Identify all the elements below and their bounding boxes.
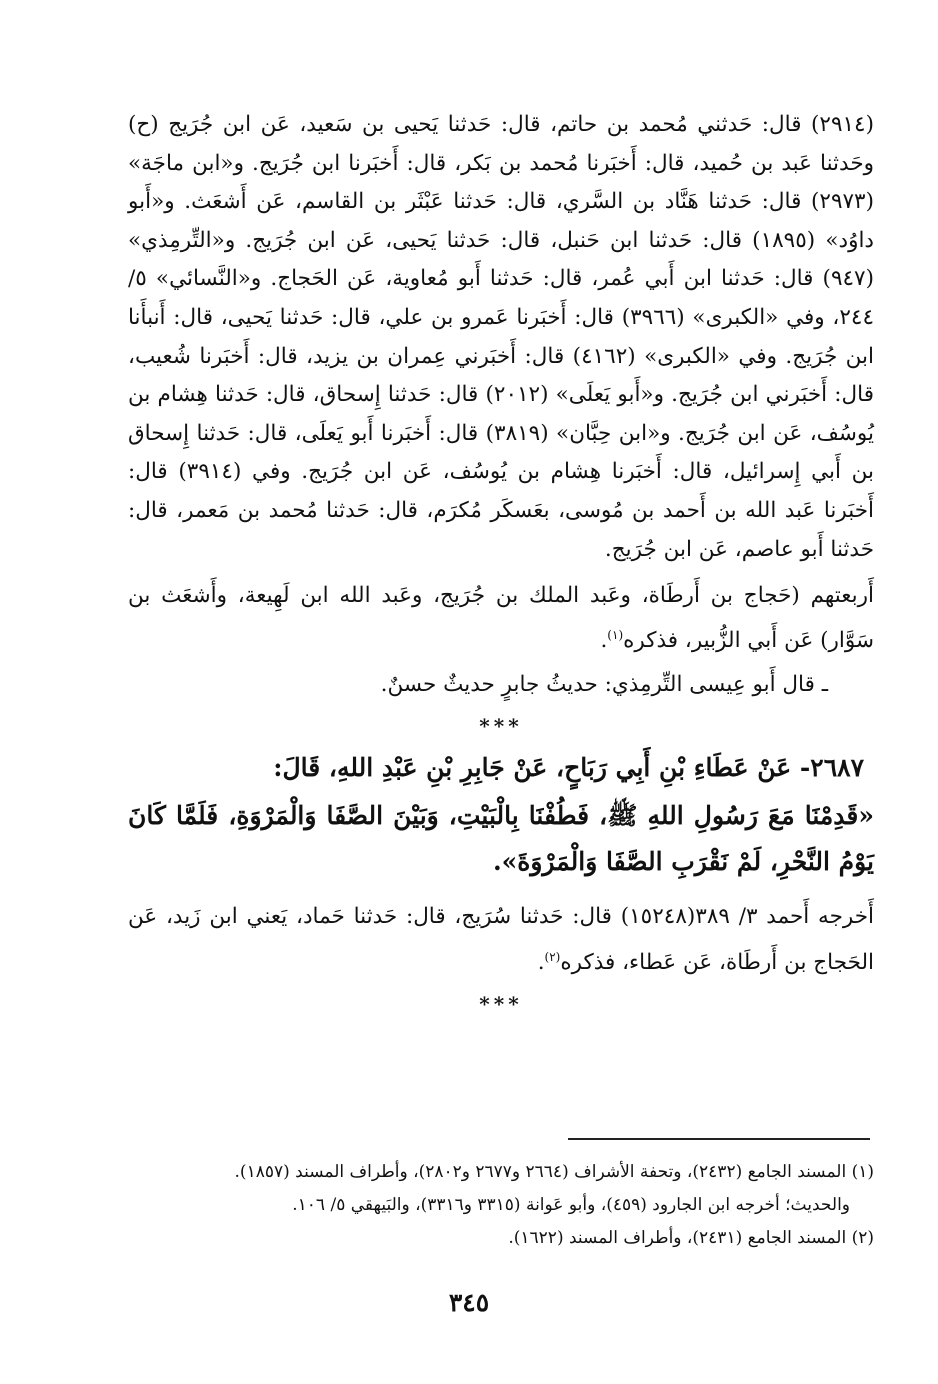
takhrij-end: . bbox=[537, 950, 545, 976]
footnote-2: (٢) المسند الجامع (٢٤٣١)، وأطراف المسند (١٦٢٢). bbox=[508, 1228, 874, 1248]
footnote-1-continuation: والحديث؛ أخرجه ابن الجارود (٤٥٩)، وأبو عَوانة (٣٣١٥ و٣٣١٦)، والبَيهقي ٥/ ١٠٦. bbox=[292, 1195, 850, 1215]
footnotes bbox=[128, 1156, 874, 1255]
hadith-heading: ٢٦٨٧- عَنْ عَطَاءِ بْنِ أَبِي رَبَاحٍ، عَنْ جَابِرِ بْنِ عَبْدِ اللهِ، قَالَ: bbox=[273, 753, 864, 783]
footnote-ref-2[interactable]: (٢) bbox=[544, 950, 561, 965]
tirmidhi-saying: ـ قال أَبو عِيسى التِّرمِذي: حديثُ جابرٍ حديثٌ حسنٌ. bbox=[380, 672, 828, 698]
takhrij-text: أَخرجه أَحمد ٣/ ٣٨٩(١٥٢٤٨) قال: حَدثنا سُرَيج، قال: حَدثنا حَماد، يَعني ابن زَيد، عَن الحَجاج بن أَرطَاة، عَن عَطاء، فذكره bbox=[128, 904, 875, 976]
footnote-ref-1[interactable]: (١) bbox=[607, 627, 624, 642]
footnote-divider bbox=[568, 1138, 870, 1140]
hadith-text: «قَدِمْنَا مَعَ رَسُولِ اللهِ ﷺ، فَطُفْنَا بِالْبَيْتِ، وَبَيْنَ الصَّفَا وَالْمَرْوَةِ، فَلَمَّا كَانَ يَوْمُ النَّحْرِ، لَمْ نَقْرَبِ الصَّفَا وَالْمَرْوَةَ». bbox=[128, 801, 874, 877]
sources-paragraph: (٢٩١٤) قال: حَدثني مُحمد بن حاتم، قال: حَدثنا يَحيى بن سَعيد، عَن ابن جُرَيج (ح) وحَدثنا عَبد بن حُميد، قال: أَخبَرنا مُحمد بن بَكر، قال: أَخبَرنا ابن جُرَيج. و«ابن ماجَة» (٢٩٧٣) قال: حَدثنا هَنَّاد بن السَّري، قال: حَدثنا عَبْثَر بن القاسم، عَن أَشعَث. و«أَبو داوُد» (١٨٩٥) قال: حَدثنا ابن حَنبل، قال: حَدثنا يَحيى، عَن ابن جُرَيج. و«التِّرمِذي» (٩٤٧) قال: حَدثنا ابن أَبي عُمر، قال: حَدثنا أَبو مُعاوية، عَن الحَجاج. و«النَّسائي» ٥/ ٢٤٤، وفي «الكبرى» (٣٩٦٦) قال: أَخبَرنا عَمرو بن علي، قال: حَدثنا يَحيى، قال: أَنبأَنا ابن جُرَيج. وفي «الكبرى» (٤١٦٢) قال: أَخبَرني عِمران بن يزيد، قال: أَخبَرنا شُعيب، قال: أَخبَرني ابن جُرَيج. و«أَبو يَعلَى» (٢٠١٢) قال: حَدثنا إِسحاق، قال: حَدثنا هِشام بن يُوسُف، عَن ابن جُرَيج. و«ابن حِبَّان» (٣٨١٩) قال: أَخبَرنا أَبو يَعلَى، قال: حَدثنا إِسحاق بن أَبي إِسرائيل، قال: أَخبَرنا هِشام بن يُوسُف، عَن ابن جُرَيج. وفي (٣٩١٤) قال: أَخبَرنا عَبد الله بن أَحمد بن مُوسى، بعَسكَر مُكرَم، قال: حَدثنا مُحمد بن مَعمر، قال: حَدثنا أَبو عاصم، عَن ابن جُرَيج. bbox=[128, 112, 875, 562]
chain-summary-end: . bbox=[600, 627, 608, 653]
section-separator: *** bbox=[479, 992, 523, 1017]
chain-summary-paragraph bbox=[128, 577, 874, 660]
page-number: ٣٤٥ bbox=[448, 1288, 490, 1317]
takhrij-paragraph bbox=[128, 897, 874, 983]
footnote-1: (١) المسند الجامع (٢٤٣٢)، وتحفة الأشراف (٢٦٦٤ و٢٦٧٧ و٢٨٠٢)، وأطراف المسند (١٨٥٧). bbox=[234, 1162, 874, 1182]
section-separator: *** bbox=[479, 714, 523, 739]
chain-summary-text: أَربعتهم (حَجاج بن أَرطَاة، وعَبد الملك بن جُرَيج، وعَبد الله ابن لَهِيعة، وأَشعَث بن سَوَّار) عَن أَبي الزُّبير، فذكره bbox=[128, 583, 874, 653]
main-text bbox=[128, 106, 874, 1021]
